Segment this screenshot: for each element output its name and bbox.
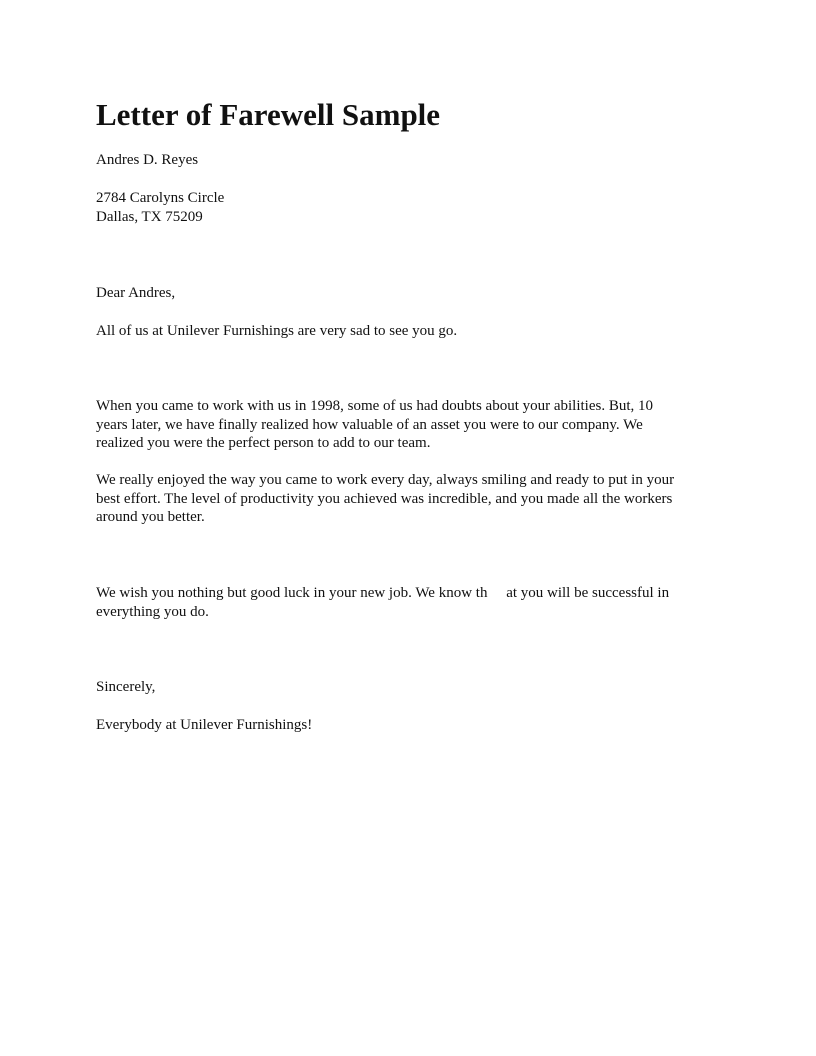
paragraph-line: realized you were the perfect person to add to our team. bbox=[96, 435, 431, 452]
address-line-2: Dallas, TX 75209 bbox=[96, 209, 203, 225]
body-paragraph-3 bbox=[96, 584, 700, 621]
intro-sentence: All of us at Unilever Furnishings are very sad to see you go. bbox=[96, 323, 458, 339]
salutation: Dear Andres, bbox=[96, 285, 176, 301]
signature: Everybody at Unilever Furnishings! bbox=[96, 717, 313, 733]
paragraph-line: years later, we have finally realized how valuable of an asset you were to our company. We bbox=[96, 416, 643, 433]
paragraph-line: We wish you nothing but good luck in your new job. We know th at you will be successful in bbox=[96, 585, 670, 601]
paragraph-line: We really enjoyed the way you came to work every day, always smiling and ready to put in your bbox=[96, 472, 675, 488]
address-line-1: 2784 Carolyns Circle bbox=[96, 190, 225, 206]
page-title: Letter of Farewell Sample bbox=[96, 97, 441, 132]
paragraph-line: around you better. bbox=[96, 509, 205, 526]
closing: Sincerely, bbox=[96, 679, 156, 695]
body-paragraph-2 bbox=[96, 471, 700, 527]
paragraph-line: best effort. The level of productivity you achieved was incredible, and you made all the workers bbox=[96, 490, 673, 507]
sender-name: Andres D. Reyes bbox=[96, 152, 199, 168]
body-paragraph-1 bbox=[96, 397, 700, 453]
paragraph-line: When you came to work with us in 1998, some of us had doubts about your abilities. But, 10 bbox=[96, 398, 654, 414]
paragraph-line: everything you do. bbox=[96, 603, 209, 620]
